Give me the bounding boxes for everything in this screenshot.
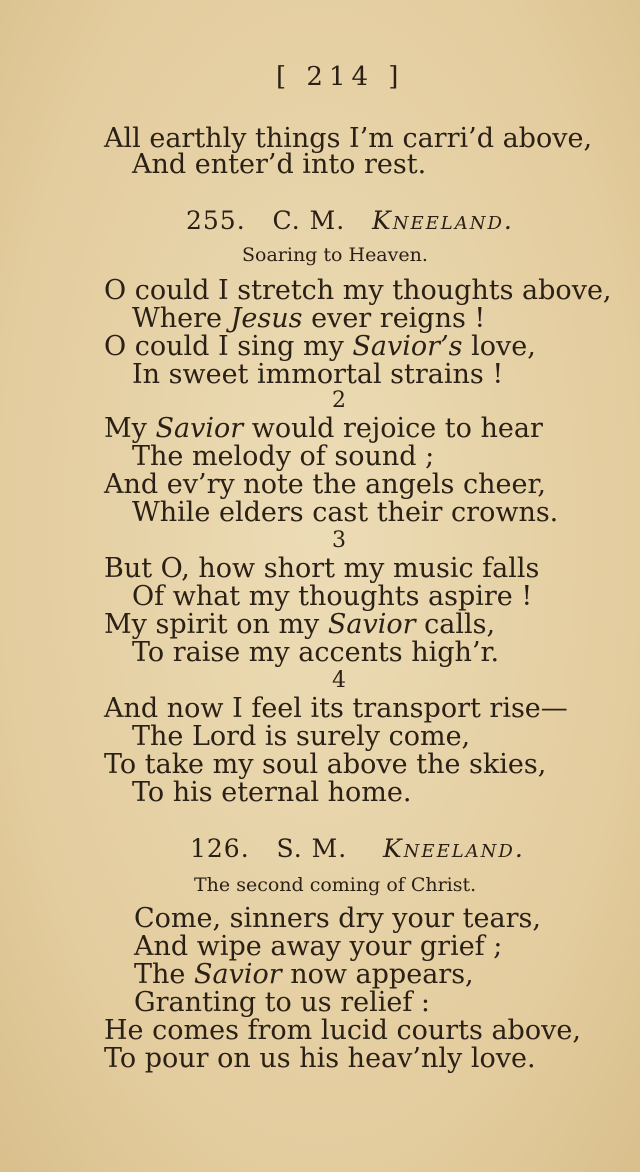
stanza-4-line-1: And now I feel its transport rise— [104,693,568,724]
hymn-meter: S. M. [276,834,348,863]
stanza-1-line-2: Where Jesus ever reigns ! [132,303,486,334]
hymn-126-line-1: Come, sinners dry your tears, [134,903,541,934]
stanza-2-line-1: My Savior would rejoice to hear [104,413,543,444]
hymn-number: 255. [186,206,246,235]
stanza-4-line-4: To his eternal home. [132,777,412,808]
stanza-3-line-2: Of what my thoughts aspire ! [132,581,533,612]
carryover-line-1: All earthly things I’m carri’d above, [104,123,593,154]
hymn-number: 126. [190,834,250,863]
hymn-255-title: Soaring to Heaven. [242,244,428,266]
hymn-meter: C. M. [272,206,346,235]
hymn-126-title: The second coming of Christ. [194,874,477,896]
stanza-3-number: 3 [332,528,346,553]
stanza-1-line-1: O could I stretch my thoughts above, [104,275,612,306]
hymn-126-line-4: Granting to us relief : [134,987,431,1018]
stanza-4-line-3: To take my soul above the skies, [104,749,547,780]
page-number: [ 214 ] [276,62,405,92]
hymn-126-line-5: He comes from lucid courts above, [104,1015,581,1046]
hymn-126-line-6: To pour on us his heav’nly love. [104,1043,536,1074]
stanza-3-line-1: But O, how short my music falls [104,553,540,584]
stanza-1-line-4: In sweet immortal strains ! [132,359,504,390]
stanza-2-number: 2 [332,388,346,413]
stanza-4-line-2: The Lord is surely come, [132,721,471,752]
stanza-2-line-3: And ev’ry note the angels cheer, [104,469,546,500]
stanza-3-line-4: To raise my accents high’r. [132,637,500,668]
stanza-3-line-3: My spirit on my Savior calls, [104,609,496,640]
hymn-author: Kneeland. [383,834,525,863]
hymn-author: Kneeland. [372,206,514,235]
carryover-line-2: And enter’d into rest. [132,149,427,180]
stanza-4-number: 4 [332,668,346,693]
hymn-126-line-3: The Savior now appears, [134,959,474,990]
stanza-2-line-2: The melody of sound ; [132,441,435,472]
hymn-255-header [186,206,514,235]
stanza-1-line-3: O could I sing my Savior’s love, [104,331,536,362]
hymn-126-header [190,834,525,863]
stanza-2-line-4: While elders cast their crowns. [132,497,559,528]
hymn-126-line-2: And wipe away your grief ; [134,931,503,962]
